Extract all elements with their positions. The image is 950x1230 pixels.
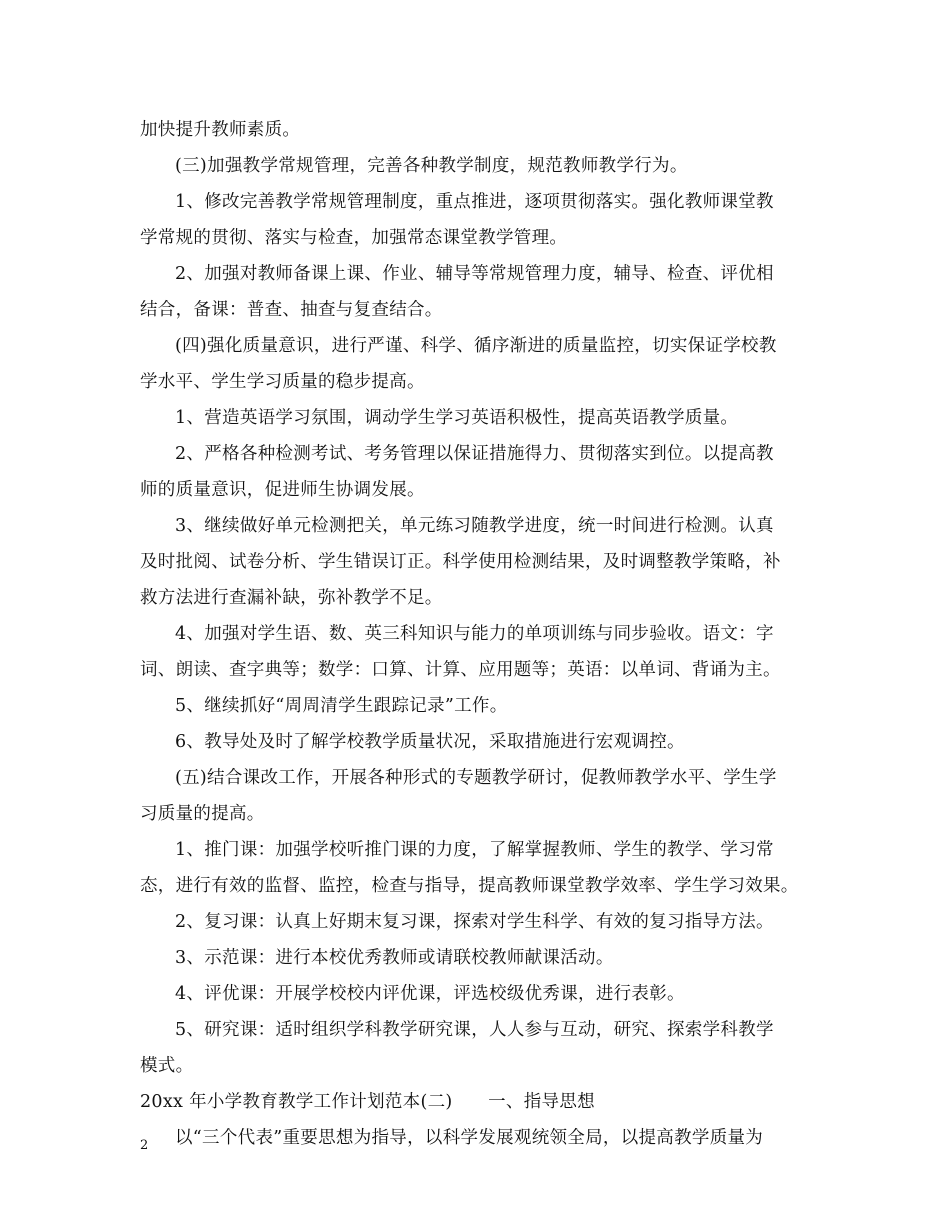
text-line: 习质量的提高。 bbox=[140, 804, 265, 824]
text-line: 2、加强对教师备课上课、作业、辅导等常规管理力度，辅导、检查、评优相 bbox=[175, 264, 774, 284]
text-line: 6、教导处及时了解学校教学质量状况，采取措施进行宏观调控。 bbox=[175, 732, 685, 752]
text-line: 3、继续做好单元检测把关，单元练习随教学进度，统一时间进行检测。认真 bbox=[175, 516, 774, 536]
text-line: 模式。 bbox=[140, 1056, 194, 1076]
text-line: 2、复习课：认真上好期末复习课，探索对学生科学、有效的复习指导方法。 bbox=[175, 912, 774, 932]
text-line: 词、朗读、查字典等；数学：口算、计算、应用题等；英语：以单词、背诵为主。 bbox=[140, 660, 781, 680]
text-line: 1、修改完善教学常规管理制度，重点推进，逐项贯彻落实。强化教师课堂教 bbox=[175, 192, 774, 212]
text-line: 4、评优课：开展学校校内评优课，评选校级优秀课，进行表彰。 bbox=[175, 984, 685, 1004]
text-line: 5、继续抓好“周周清学生跟踪记录”工作。 bbox=[175, 696, 508, 716]
page-number: 2 bbox=[140, 1138, 149, 1153]
text-line: 以“三个代表”重要思想为指导，以科学发展观统领全局，以提高教学质量为 bbox=[175, 1128, 764, 1148]
text-line: 及时批阅、试卷分析、学生错误订正。科学使用检测结果，及时调整教学策略，补 bbox=[140, 552, 781, 572]
text-line: 加快提升教师素质。 bbox=[140, 120, 301, 140]
text-line: 1、推门课：加强学校听推门课的力度，了解掌握教师、学生的教学、学习常 bbox=[175, 840, 774, 860]
document-title-line: 20xx 年小学教育教学工作计划范本(二) 一、指导思想 bbox=[140, 1092, 595, 1112]
section-heading: (五)结合课改工作，开展各种形式的专题教学研讨，促教师教学水平、学生学 bbox=[175, 768, 777, 788]
text-line: 学水平、学生学习质量的稳步提高。 bbox=[140, 372, 425, 392]
text-line: 1、营造英语学习氛围，调动学生学习英语积极性，提高英语教学质量。 bbox=[175, 408, 739, 428]
text-line: 4、加强对学生语、数、英三科知识与能力的单项训练与同步验收。语文：字 bbox=[175, 624, 774, 644]
text-line: 3、示范课：进行本校优秀教师或请联校教师献课活动。 bbox=[175, 948, 614, 968]
section-heading: (四)强化质量意识，进行严谨、科学、循序渐进的质量监控，切实保证学校教 bbox=[175, 336, 777, 356]
text-line: 救方法进行查漏补缺，弥补教学不足。 bbox=[140, 588, 443, 608]
text-line: 学常规的贯彻、落实与检查，加强常态课堂教学管理。 bbox=[140, 228, 568, 248]
section-heading: (三)加强教学常规管理，完善各种教学制度，规范教师教学行为。 bbox=[175, 156, 688, 176]
text-line: 2、严格各种检测考试、考务管理以保证措施得力、贯彻落实到位。以提高教 bbox=[175, 444, 774, 464]
text-line: 师的质量意识，促进师生协调发展。 bbox=[140, 480, 425, 500]
text-line: 5、研究课：适时组织学科教学研究课，人人参与互动，研究、探索学科教学 bbox=[175, 1020, 774, 1040]
text-line: 结合，备课：普查、抽查与复查结合。 bbox=[140, 300, 443, 320]
text-line: 态，进行有效的监督、监控，检查与指导，提高教师课堂教学效率、学生学习效果。 bbox=[140, 876, 799, 896]
